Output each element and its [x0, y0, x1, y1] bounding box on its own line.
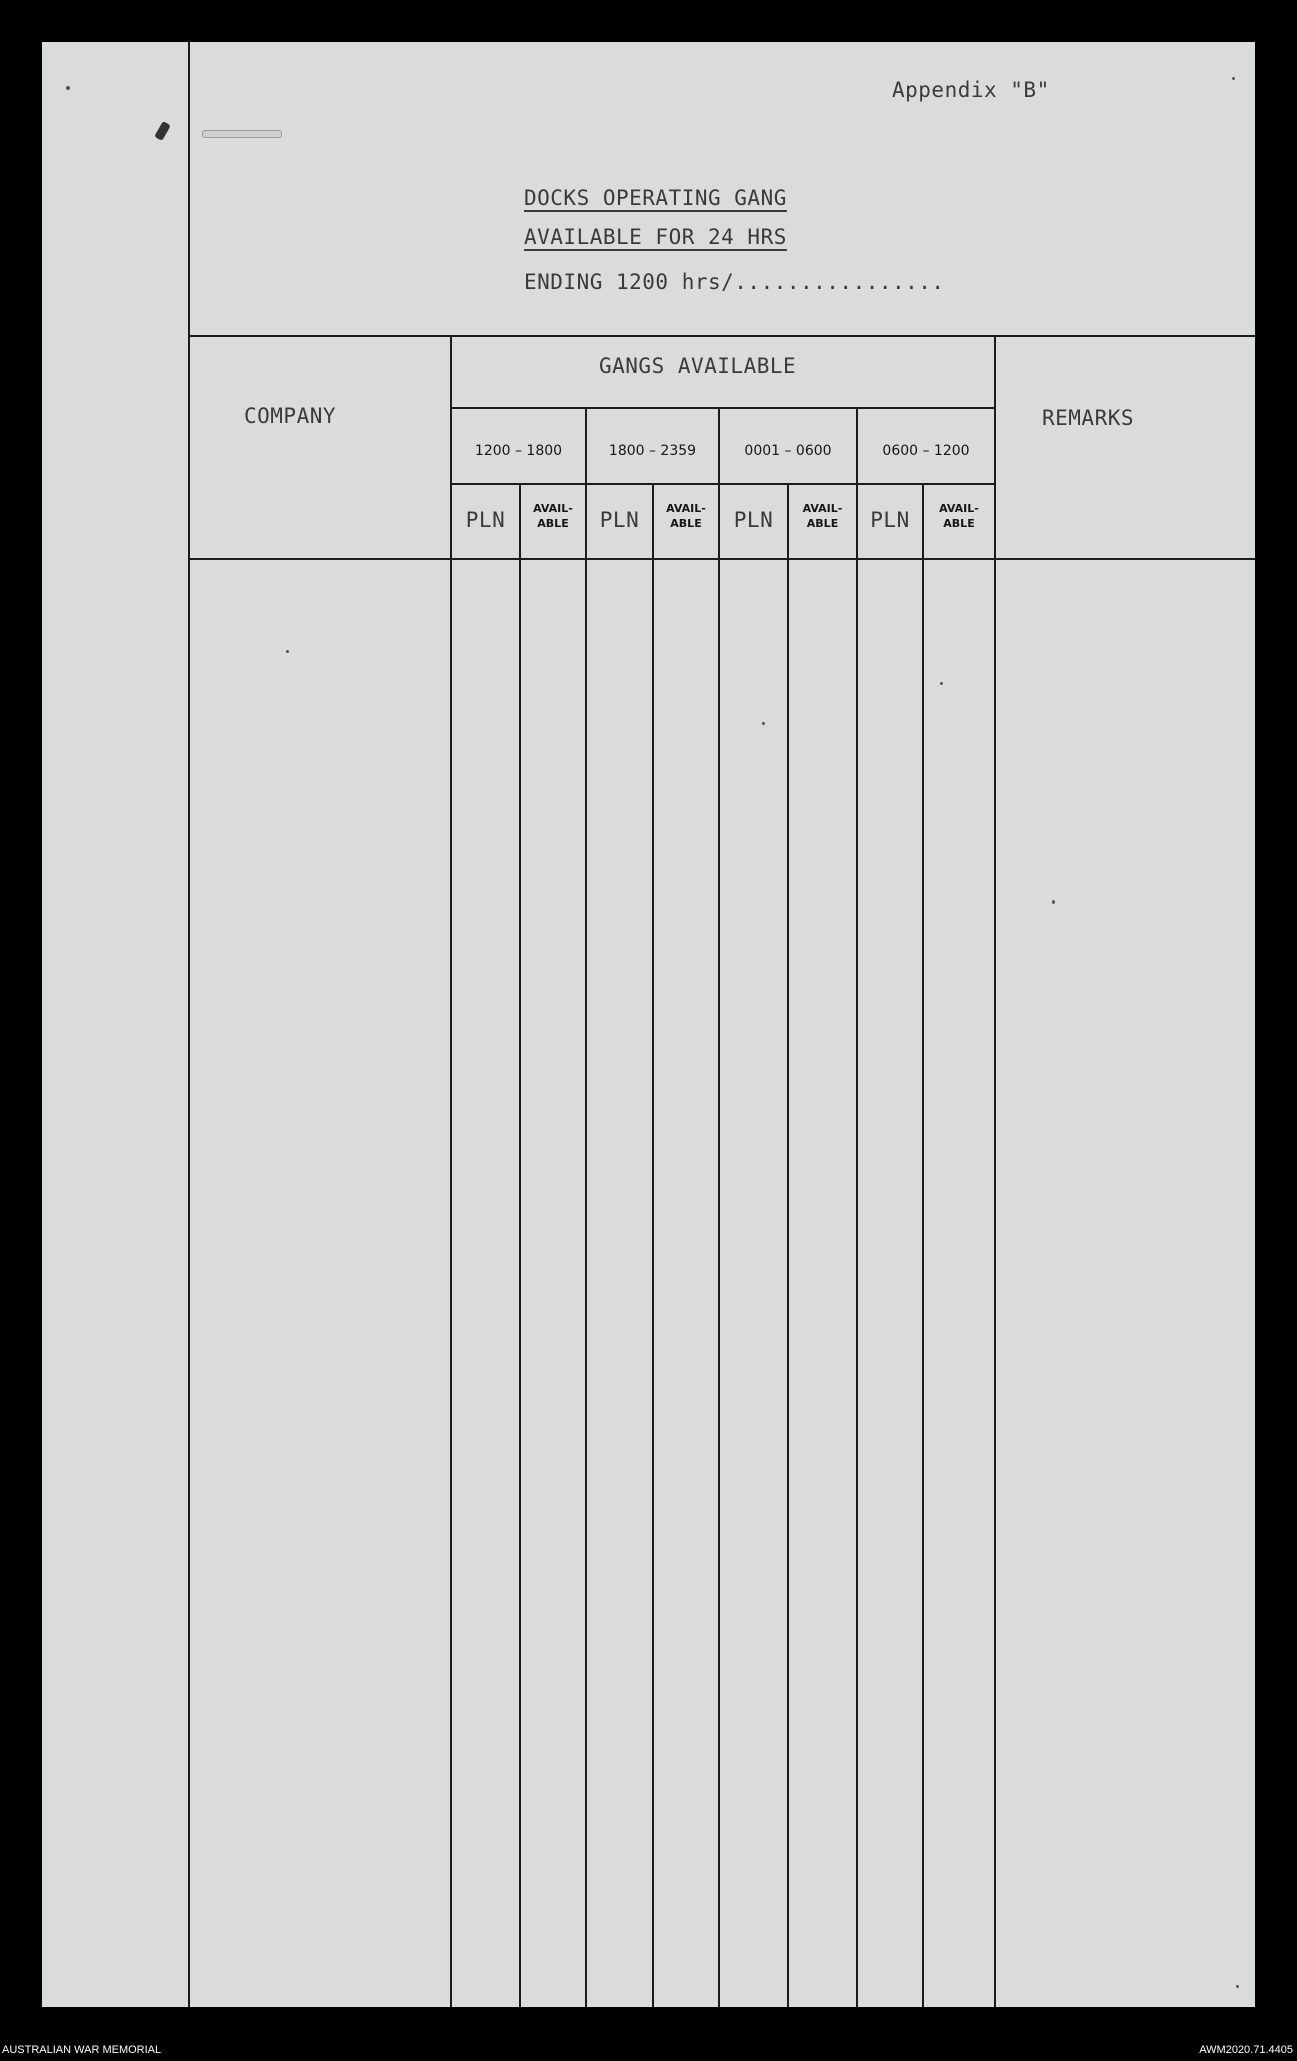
period-label: 0001 – 0600 [744, 443, 832, 459]
sub-column-rule [652, 483, 654, 2007]
pln-label: PLN [870, 508, 910, 532]
period-label: 1200 – 1800 [474, 443, 563, 459]
pln-label: PLN [599, 508, 640, 532]
available-label-line-1: AVAIL- [666, 502, 706, 515]
paper-speck [940, 682, 943, 685]
title-line-1: DOCKS OPERATING GANG [524, 186, 787, 210]
available-label [521, 501, 585, 531]
sub-column-rule [787, 483, 789, 2007]
document-page [42, 42, 1255, 2007]
period-label: 1800 – 2359 [608, 443, 697, 459]
period-column-rule [718, 407, 720, 2007]
available-label-line-2: ABLE [806, 517, 839, 530]
available-label [789, 501, 856, 531]
paper-speck [1232, 77, 1235, 80]
sub-column-rule [922, 483, 924, 2007]
header-bottom-rule [188, 558, 1255, 560]
paper-speck [762, 722, 765, 725]
table-top-rule [188, 335, 1255, 337]
gangs-header-rule [450, 407, 994, 409]
available-label-line-2: ABLE [943, 517, 975, 530]
available-label [654, 501, 718, 531]
pln-label: PLN [733, 508, 774, 532]
title-line-2: AVAILABLE FOR 24 HRS [524, 225, 787, 249]
available-label-line-2: ABLE [670, 517, 702, 530]
paper-speck [286, 650, 289, 653]
available-label-line-1: AVAIL- [939, 502, 979, 515]
pln-label: PLN [465, 508, 506, 532]
paper-mark [154, 121, 171, 141]
title-line-3: ENDING 1200 hrs/................ [524, 270, 945, 294]
period-column-rule [856, 407, 858, 2007]
available-label-line-1: AVAIL- [533, 502, 573, 515]
period-header-rule [450, 483, 994, 485]
period-column-rule [585, 407, 587, 2007]
gangs-available-header: GANGS AVAILABLE [599, 354, 797, 378]
paper-speck [1236, 1985, 1239, 1988]
period-label: 0600 – 1200 [882, 443, 970, 459]
paper-speck [66, 86, 70, 90]
footer-credit: AUSTRALIAN WAR MEMORIAL [2, 2044, 162, 2056]
staple-mark [202, 130, 282, 138]
sub-column-rule [519, 483, 521, 2007]
remarks-header: REMARKS [1042, 406, 1135, 430]
available-label [924, 501, 994, 531]
paper-speck [1052, 900, 1055, 904]
available-label-line-1: AVAIL- [802, 502, 843, 515]
remarks-column-rule [994, 335, 996, 2007]
company-column-rule [450, 335, 452, 2007]
footer-accession-number: AWM2020.71.4405 [1199, 2044, 1293, 2056]
company-header: COMPANY [244, 404, 337, 428]
available-label-line-2: ABLE [537, 517, 569, 530]
appendix-label: Appendix "B" [892, 78, 1050, 102]
